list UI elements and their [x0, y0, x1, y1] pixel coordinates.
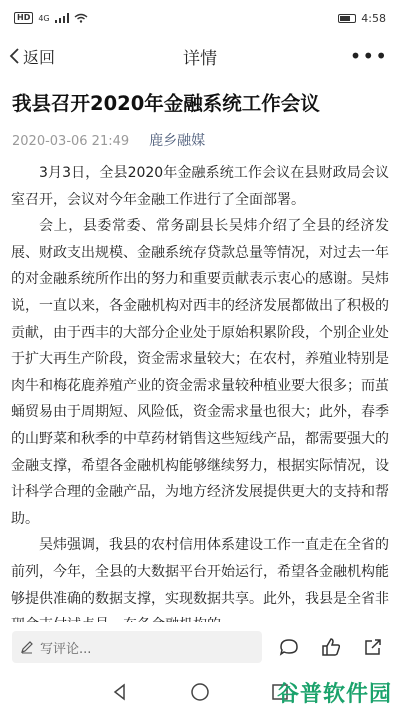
- status-right: [338, 12, 386, 25]
- signal-icon: [55, 13, 69, 23]
- battery-icon: [338, 14, 356, 23]
- wifi-icon: [74, 13, 88, 23]
- pencil-icon: [20, 640, 34, 654]
- share-button[interactable]: [362, 636, 384, 658]
- comment-input[interactable]: [12, 631, 262, 663]
- like-button[interactable]: [320, 636, 342, 658]
- article-title: 我县召开2020年金融系统工作会议: [12, 92, 320, 115]
- comment-bar: [0, 622, 400, 672]
- site-watermark: 谷普软件园: [276, 682, 392, 707]
- article-paragraph: 吴炜强调，我县的农村信用体系建设工作一直走在全省的前列，今年，全县的大数据平台开始运行，希望各金融机构能够提供准确的数据支撑，实现数据共享。此外，我县是全省非: [11, 537, 389, 607]
- article-paragraph: 会上，县委常委、常务副县长吴炜介绍了全县的经济发展、财政支出规模、金融系统存贷款总量等情况，对过去一年的对金融系统所作出的努力和重要贡献表示衷心的感谢。吴炜说，一直以来，各金融机构对西丰的经济发展都做出了积极的贡献，由于西丰的大部分企业处于原始积累阶段，个别企业处于扩大再生产阶段，资金需求量较大；在农村，养殖业特别是肉牛和梅花鹿养殖产业的资金需求量较种植业要大很多；而茧蛹贸易由于周期短、风险低，资金需求量也很大；此外，春季的山野菜和秋季的中草药材销售这些短线产品，都需要强大的金融支撑，希望各金融机构能够继续努力，根据实际情况，设计科学合理的金融产品，为地方经济发展提供更大的支持和帮助。: [11, 218, 389, 527]
- article-content[interactable]: [0, 76, 400, 622]
- status-left: [14, 12, 88, 24]
- comment-placeholder: 写评论...: [40, 641, 92, 657]
- system-home-icon[interactable]: [190, 682, 210, 702]
- status-bar: [0, 0, 400, 36]
- page-title: 详情: [183, 48, 217, 69]
- publish-date: 2020-03-06 21:49: [12, 134, 130, 149]
- hd-badge: HD: [14, 12, 33, 24]
- top-navigation-bar: [0, 36, 400, 76]
- back-label: 返回: [23, 47, 56, 67]
- article-meta: [12, 130, 388, 150]
- source-link[interactable]: 鹿乡融媒: [149, 133, 206, 149]
- article-paragraph: 3月3日，全县2020年金融系统工作会议在县财政局会议室召开，会议对今年金融工作进行了全面部署。: [11, 165, 389, 208]
- back-button[interactable]: [8, 45, 55, 68]
- system-back-icon[interactable]: [110, 682, 130, 702]
- more-options-button[interactable]: •••: [349, 44, 388, 68]
- network-type: 4G: [38, 13, 50, 23]
- action-icons: [278, 636, 384, 658]
- comment-icon: [278, 636, 300, 658]
- chevron-left-icon: [8, 47, 20, 65]
- share-icon: [362, 636, 384, 658]
- article-body: [11, 160, 389, 639]
- thumbs-up-icon: [320, 636, 342, 658]
- comment-button[interactable]: [278, 636, 300, 658]
- status-time: 4:58: [361, 11, 386, 25]
